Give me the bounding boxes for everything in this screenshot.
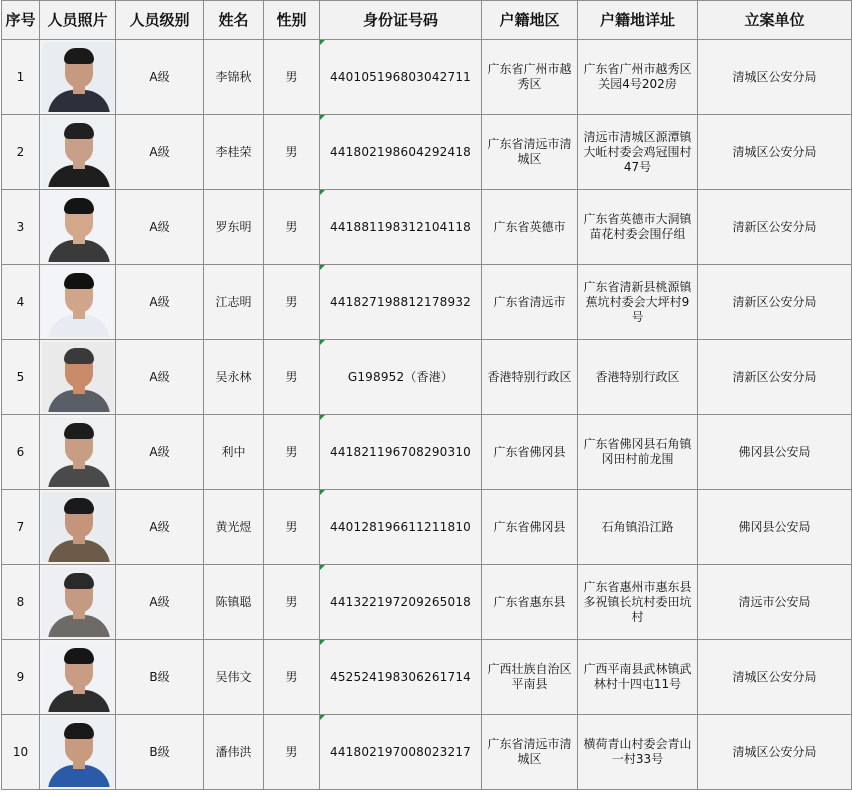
person-level: A级 [116, 340, 204, 415]
person-sex: 男 [264, 565, 320, 640]
person-photo [42, 717, 114, 787]
cell-comment-flag-icon [320, 490, 325, 495]
person-sex: 男 [264, 340, 320, 415]
header-filing-unit: 立案单位 [698, 1, 852, 40]
person-level: B级 [116, 640, 204, 715]
header-row [2, 1, 852, 40]
person-sex: 男 [264, 190, 320, 265]
household-address: 广西平南县武林镇武林村十四屯11号 [578, 640, 698, 715]
household-address: 广东省清新县桃源镇蕉坑村委会大坪村9号 [578, 265, 698, 340]
id-number-cell [320, 415, 482, 490]
household-address: 广东省佛冈县石角镇冈田村前龙围 [578, 415, 698, 490]
photo-cell [40, 340, 116, 415]
person-sex: 男 [264, 415, 320, 490]
header-household-address: 户籍地详址 [578, 1, 698, 40]
cell-comment-flag-icon [320, 340, 325, 345]
person-name: 罗东明 [204, 190, 264, 265]
id-number-cell [320, 265, 482, 340]
id-number: G198952（香港） [347, 369, 454, 384]
id-number: 441881198312104118 [329, 219, 472, 234]
filing-unit: 清远市公安局 [698, 565, 852, 640]
household-address: 广东省惠州市惠东县多祝镇长坑村委田坑村 [578, 565, 698, 640]
person-photo [42, 642, 114, 712]
row-number: 7 [2, 490, 40, 565]
photo-cell [40, 115, 116, 190]
person-sex: 男 [264, 265, 320, 340]
person-level: A级 [116, 415, 204, 490]
filing-unit: 清城区公安分局 [698, 40, 852, 115]
household-address: 横荷青山村委会青山一村33号 [578, 715, 698, 790]
household-address: 广东省广州市越秀区关园4号202房 [578, 40, 698, 115]
person-name: 黄光煜 [204, 490, 264, 565]
id-number-cell [320, 190, 482, 265]
cell-comment-flag-icon [320, 565, 325, 570]
person-level: A级 [116, 40, 204, 115]
header-no: 序号 [2, 1, 40, 40]
household-region: 香港特别行政区 [482, 340, 578, 415]
household-region: 广东省广州市越秀区 [482, 40, 578, 115]
person-level: A级 [116, 115, 204, 190]
person-photo [42, 567, 114, 637]
header-level: 人员级别 [116, 1, 204, 40]
person-name: 吴伟文 [204, 640, 264, 715]
household-region: 广东省惠东县 [482, 565, 578, 640]
photo-cell [40, 190, 116, 265]
row-number: 3 [2, 190, 40, 265]
id-number: 441802197008023217 [329, 744, 472, 759]
person-level: A级 [116, 490, 204, 565]
row-number: 4 [2, 265, 40, 340]
person-sex: 男 [264, 40, 320, 115]
filing-unit: 清新区公安分局 [698, 190, 852, 265]
id-number: 441802198604292418 [329, 144, 472, 159]
table-row [2, 565, 852, 640]
row-number: 10 [2, 715, 40, 790]
filing-unit: 清城区公安分局 [698, 640, 852, 715]
id-number-cell [320, 340, 482, 415]
household-address: 石角镇沿江路 [578, 490, 698, 565]
id-number-cell [320, 565, 482, 640]
cell-comment-flag-icon [320, 640, 325, 645]
id-number-cell [320, 715, 482, 790]
household-address: 广东省英德市大洞镇苗花村委会围仔组 [578, 190, 698, 265]
household-region: 广东省清远市清城区 [482, 115, 578, 190]
filing-unit: 佛冈县公安局 [698, 415, 852, 490]
person-photo [42, 42, 114, 112]
header-id-number: 身份证号码 [320, 1, 482, 40]
table-row [2, 490, 852, 565]
household-region: 广东省英德市 [482, 190, 578, 265]
photo-cell [40, 265, 116, 340]
household-region: 广东省清远市清城区 [482, 715, 578, 790]
household-address: 清远市清城区源潭镇大岴村委会鸡冠围村47号 [578, 115, 698, 190]
id-number-cell [320, 115, 482, 190]
person-photo [42, 492, 114, 562]
household-region: 广东省佛冈县 [482, 415, 578, 490]
row-number: 2 [2, 115, 40, 190]
id-number-cell [320, 40, 482, 115]
person-sex: 男 [264, 640, 320, 715]
filing-unit: 清城区公安分局 [698, 115, 852, 190]
person-name: 江志明 [204, 265, 264, 340]
row-number: 1 [2, 40, 40, 115]
cell-comment-flag-icon [320, 265, 325, 270]
household-region: 广东省清远市 [482, 265, 578, 340]
row-number: 9 [2, 640, 40, 715]
id-number-cell [320, 490, 482, 565]
table-row [2, 40, 852, 115]
wanted-persons-table [1, 0, 852, 790]
photo-cell [40, 565, 116, 640]
table-row [2, 415, 852, 490]
person-name: 李锦秋 [204, 40, 264, 115]
table-row [2, 190, 852, 265]
person-name: 陈镇聪 [204, 565, 264, 640]
row-number: 8 [2, 565, 40, 640]
cell-comment-flag-icon [320, 715, 325, 720]
header-photo: 人员照片 [40, 1, 116, 40]
id-number-cell [320, 640, 482, 715]
cell-comment-flag-icon [320, 190, 325, 195]
table-row [2, 715, 852, 790]
cell-comment-flag-icon [320, 415, 325, 420]
person-level: A级 [116, 190, 204, 265]
filing-unit: 清新区公安分局 [698, 340, 852, 415]
filing-unit: 佛冈县公安局 [698, 490, 852, 565]
person-level: A级 [116, 265, 204, 340]
person-sex: 男 [264, 115, 320, 190]
person-level: A级 [116, 565, 204, 640]
person-name: 潘伟洪 [204, 715, 264, 790]
id-number: 452524198306261714 [329, 669, 472, 684]
person-name: 吴永林 [204, 340, 264, 415]
photo-cell [40, 40, 116, 115]
id-number: 441322197209265018 [329, 594, 472, 609]
table-row [2, 340, 852, 415]
person-photo [42, 267, 114, 337]
id-number: 440128196611211810 [329, 519, 472, 534]
header-name: 姓名 [204, 1, 264, 40]
cell-comment-flag-icon [320, 115, 325, 120]
row-number: 5 [2, 340, 40, 415]
person-name: 利中 [204, 415, 264, 490]
person-photo [42, 117, 114, 187]
table-row [2, 115, 852, 190]
person-sex: 男 [264, 490, 320, 565]
person-level: B级 [116, 715, 204, 790]
photo-cell [40, 715, 116, 790]
table-row [2, 640, 852, 715]
person-sex: 男 [264, 715, 320, 790]
id-number: 441827198812178932 [329, 294, 472, 309]
person-photo [42, 417, 114, 487]
id-number: 440105196803042711 [329, 69, 472, 84]
household-address: 香港特别行政区 [578, 340, 698, 415]
photo-cell [40, 415, 116, 490]
photo-cell [40, 490, 116, 565]
person-photo [42, 192, 114, 262]
cell-comment-flag-icon [320, 40, 325, 45]
header-household-region: 户籍地区 [482, 1, 578, 40]
header-sex: 性别 [264, 1, 320, 40]
person-photo [42, 342, 114, 412]
filing-unit: 清新区公安分局 [698, 265, 852, 340]
id-number: 441821196708290310 [329, 444, 472, 459]
household-region: 广西壮族自治区平南县 [482, 640, 578, 715]
photo-cell [40, 640, 116, 715]
filing-unit: 清城区公安分局 [698, 715, 852, 790]
table-row [2, 265, 852, 340]
household-region: 广东省佛冈县 [482, 490, 578, 565]
row-number: 6 [2, 415, 40, 490]
person-name: 李桂荣 [204, 115, 264, 190]
